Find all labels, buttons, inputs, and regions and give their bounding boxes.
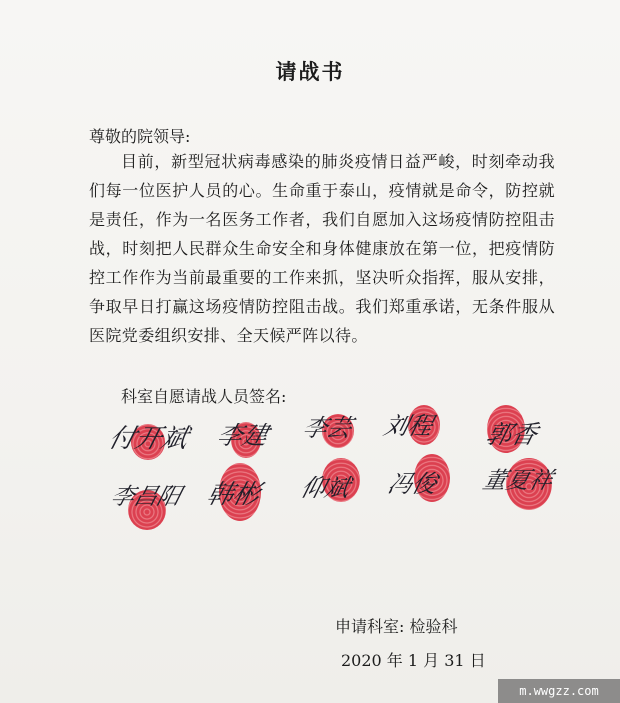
salutation: 尊敬的院领导: <box>89 127 191 146</box>
signature-3: 李芸 <box>299 414 355 442</box>
document-title: 请战书 <box>275 59 345 84</box>
document-date: 2020 年 1 月 31 日 <box>341 651 486 670</box>
signature-label: 科室自愿请战人员签名: <box>121 387 287 406</box>
signature-10: 董夏祥 <box>480 468 556 494</box>
signature-4: 刘程 <box>380 412 436 440</box>
department-line: 申请科室: 检验科 <box>335 617 458 636</box>
body-paragraph: 目前，新型冠状病毒感染的肺炎疫情日益严峻，时刻牵动我们每一位医护人员的心。生命重于泰山，疫情就是命令，防控就是责任，作为一名医务工作者，我们自愿加入这场疫情防控阻击战，时刻把人民群众生命安全和身体健康放在第一位，把疫情防控工作作为当前最重要的工作来抓，坚决听众指挥，服从安排，争取早日打赢这场疫情防控阻击战。我们郑重承诺，无条件服从医院党委组织安排、全天候严阵以待。 <box>89 152 555 345</box>
signature-1: 付开斌 <box>105 424 192 454</box>
signature-5: 郭香 <box>483 420 541 449</box>
signature-2: 李建 <box>214 421 272 450</box>
watermark: m.wwgzz.com <box>498 679 620 703</box>
signature-6: 李昌阳 <box>108 484 184 510</box>
signature-7: 韩彬 <box>203 480 264 510</box>
signature-9: 冯俊 <box>384 470 440 498</box>
signature-8: 仰斌 <box>297 474 353 502</box>
